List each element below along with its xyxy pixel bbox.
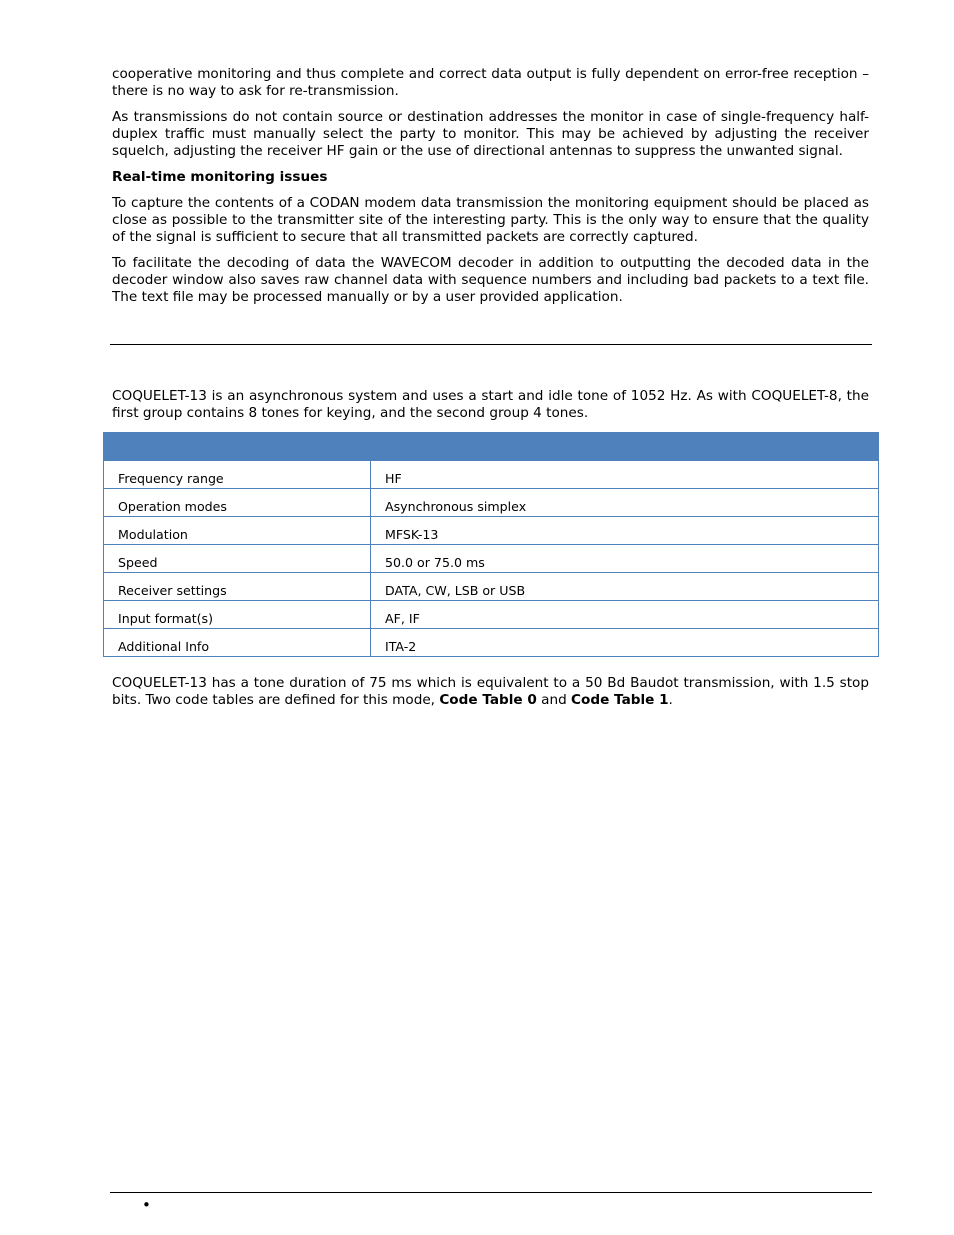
code-tables-text-2: and: [536, 692, 572, 708]
footer-divider: [110, 1192, 872, 1193]
paragraph-decoding: To facilitate the decoding of data the WAVECOM decoder in addition to outputting the decoded data in the decoder window also saves raw channel data with sequence numbers and including bad packets to a text file. The text file may be processed manually or by a user provided application.: [112, 255, 869, 305]
intro-block: [112, 388, 869, 431]
table-cell-parameter: Modulation: [104, 517, 371, 545]
specifications-table: [103, 432, 879, 657]
table-row: [104, 489, 879, 517]
table-cell-value: MFSK-13: [371, 517, 879, 545]
paragraph-monitoring-dependency: cooperative monitoring and thus complete and correct data output is fully dependent on error-free reception – there is no way to ask for re-transmission.: [112, 66, 869, 99]
table-row: [104, 517, 879, 545]
table-row: [104, 461, 879, 489]
table-cell-parameter: Operation modes: [104, 489, 371, 517]
code-table-1-label: Code Table 1: [571, 692, 669, 708]
after-table-block: [112, 675, 869, 718]
table-header-cell-parameter: [104, 433, 371, 461]
table-cell-parameter: Frequency range: [104, 461, 371, 489]
table-cell-parameter: Additional Info: [104, 629, 371, 657]
section-divider: [110, 344, 872, 345]
table-row: [104, 629, 879, 657]
table-row: [104, 545, 879, 573]
table-cell-parameter: Input format(s): [104, 601, 371, 629]
table-row: [104, 573, 879, 601]
section-heading: Real-time monitoring issues: [112, 169, 328, 185]
table-header-cell-value: [371, 433, 879, 461]
table-cell-value: ITA-2: [371, 629, 879, 657]
paragraph-half-duplex: As transmissions do not contain source or destination addresses the monitor in case of single-frequency half-duplex traffic must manually select the party to monitor. This may be achieved by adjusting the receiver squelch, adjusting the receiver HF gain or the use of directional antennas to suppress the unwanted signal.: [112, 109, 869, 159]
code-tables-text-3: .: [668, 692, 673, 708]
table-header-row: [104, 433, 879, 461]
table-cell-parameter: Receiver settings: [104, 573, 371, 601]
table-cell-parameter: Speed: [104, 545, 371, 573]
code-tables-paragraph: [112, 675, 869, 709]
code-tables-text-1: COQUELET-13 has a tone duration of 75 ms which is equivalent to a 50 Bd Baudot transmission, with 1.5 stop bits. Two code tables are defined for this mode,: [112, 675, 869, 708]
code-table-0-label: Code Table 0: [439, 692, 537, 708]
table-cell-value: HF: [371, 461, 879, 489]
table-cell-value: 50.0 or 75.0 ms: [371, 545, 879, 573]
table-row: [104, 601, 879, 629]
table-cell-value: AF, IF: [371, 601, 879, 629]
paragraph-capture: To capture the contents of a CODAN modem data transmission the monitoring equipment should be placed as close as possible to the transmitter site of the interesting party. This is the only way to ensure that the quality of the signal is sufficient to secure that all transmitted packets are correctly captured.: [112, 195, 869, 245]
body-text-top: [112, 66, 869, 315]
footer-bullet: •: [142, 1196, 151, 1214]
table-cell-value: DATA, CW, LSB or USB: [371, 573, 879, 601]
table-cell-value: Asynchronous simplex: [371, 489, 879, 517]
intro-paragraph: COQUELET-13 is an asynchronous system and uses a start and idle tone of 1052 Hz. As with COQUELET-8, the first group contains 8 tones for keying, and the second group 4 tones.: [112, 388, 869, 421]
